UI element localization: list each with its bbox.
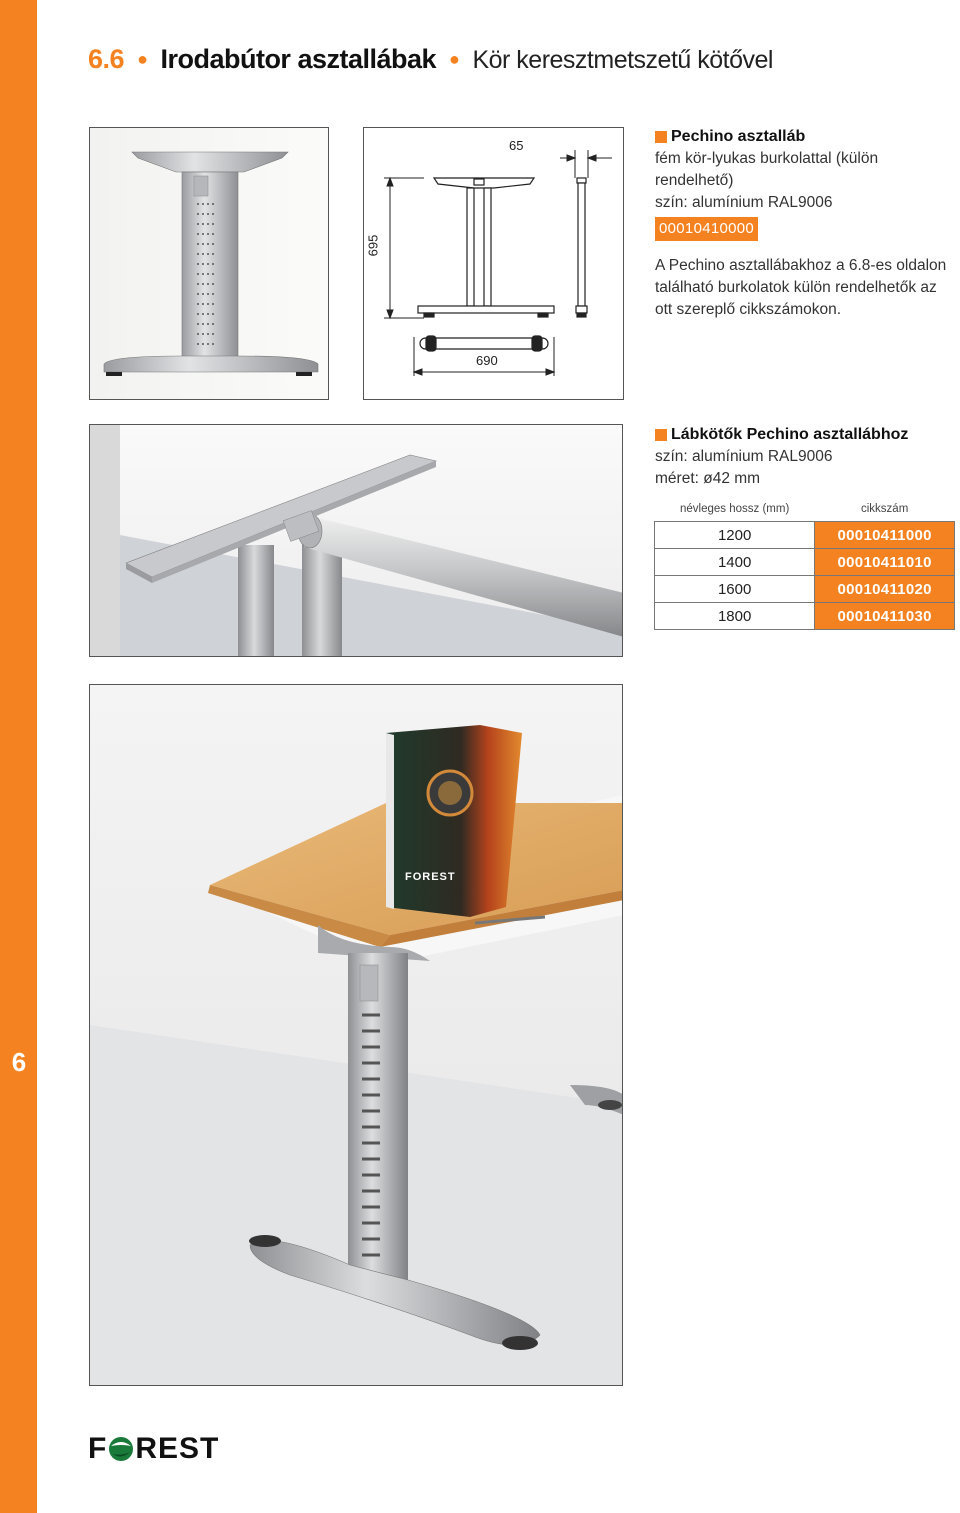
dimension-690: 690	[476, 353, 498, 368]
table-row	[655, 603, 955, 630]
page-title: Irodabútor asztallábak	[160, 44, 437, 74]
pechino-line2: szín: alumínium RAL9006	[655, 194, 833, 211]
technical-drawing	[363, 127, 624, 400]
table-leg-illustration	[90, 128, 329, 400]
forest-logo	[88, 1432, 219, 1466]
pechino-note: A Pechino asztallábakhoz a 6.8-es oldalon található burkolatok külön rendelhetők az ott szereplő cikkszámokon.	[655, 257, 947, 318]
dimension-65: 65	[509, 138, 524, 153]
logo-text-right: REST	[135, 1432, 220, 1465]
pechino-info	[655, 126, 955, 321]
length-cell: 1800	[655, 603, 815, 630]
length-cell: 1400	[655, 549, 815, 576]
table-row	[655, 549, 955, 576]
connector-illustration	[90, 425, 623, 657]
chapter-tab-number: 6	[11, 1047, 27, 1077]
code-cell: 00010411010	[815, 549, 955, 576]
page-header	[88, 44, 773, 75]
column-header-code: cikkszám	[861, 503, 909, 515]
code-cell: 00010411030	[815, 603, 955, 630]
pechino-code: 00010410000	[655, 217, 758, 241]
table-row	[655, 576, 955, 603]
connector-photo	[89, 424, 623, 657]
desk-illustration	[90, 685, 623, 1386]
square-bullet-icon	[655, 131, 667, 143]
bullet-icon: ●	[449, 49, 460, 69]
book-cover-logo: FOREST	[405, 871, 456, 883]
connector-line2: méret: ø42 mm	[655, 470, 761, 487]
square-bullet-icon	[655, 429, 667, 441]
desk-photo	[89, 684, 623, 1386]
code-cell: 00010411020	[815, 576, 955, 603]
code-cell: 00010411000	[815, 522, 955, 549]
connector-line1: szín: alumínium RAL9006	[655, 448, 833, 465]
length-cell: 1200	[655, 522, 815, 549]
bullet-icon: ●	[137, 49, 148, 69]
table-row	[655, 522, 955, 549]
section-number: 6.6	[88, 44, 125, 74]
connector-spec-table	[654, 499, 955, 630]
pechino-title: Pechino asztalláb	[671, 128, 806, 145]
column-header-length: névleges hossz (mm)	[680, 503, 790, 515]
logo-text-left: F	[88, 1432, 108, 1465]
pechino-line1: fém kör-lyukas burkolattal (külön rendelhető)	[655, 150, 879, 189]
connector-info	[655, 424, 955, 490]
length-cell: 1600	[655, 576, 815, 603]
dimension-695: 695	[365, 234, 381, 257]
connector-title: Lábkötők Pechino asztallábhoz	[671, 426, 909, 443]
table-leg-photo	[89, 127, 329, 400]
globe-icon	[108, 1436, 134, 1462]
page-subtitle: Kör keresztmetszetű kötővel	[472, 46, 773, 74]
side-bar	[0, 0, 37, 1513]
